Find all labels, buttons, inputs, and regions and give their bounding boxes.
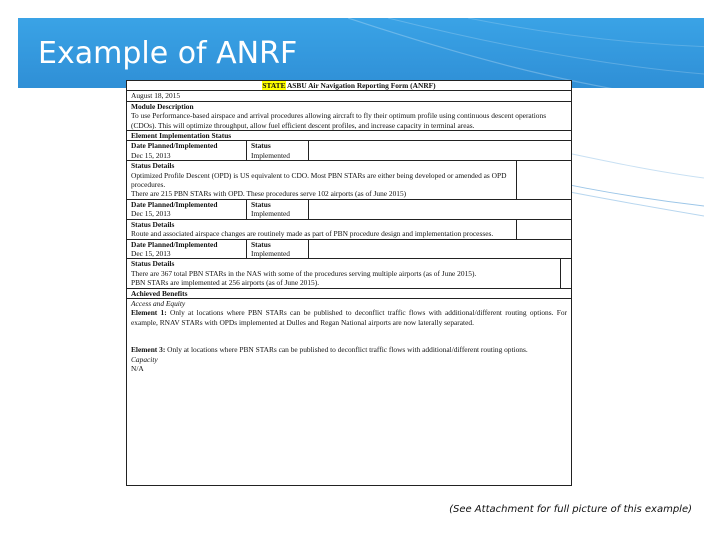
capacity-label: Capacity xyxy=(131,354,158,364)
entry-3-detail-2: PBN STARs are implemented at 256 airports (as of June 2015). xyxy=(131,278,320,288)
entry-3-detail-1: There are 367 total PBN STARs in the NAS with some of the procedures serving multiple airports (as of June 2015). xyxy=(131,268,477,278)
entry-3-row xyxy=(127,240,571,260)
element-3-text: Only at locations where PBN STARs can be published to deconflict traffic flows with additional/different routing options. xyxy=(165,345,528,355)
entry-2-date: Dec 15, 2013 xyxy=(131,209,171,219)
element-1-text: Only at locations where PBN STARs can be published to deconflict traffic flows with additional/different routing options. For example, RNAV STARs with OPDs implemented at Dulles and Regan National airports are now laterally separated. xyxy=(131,308,567,327)
entry-1-row xyxy=(127,141,571,161)
element-impl-status-header: Element Implementation Status xyxy=(127,131,571,141)
status-details-label: Status Details xyxy=(131,219,175,229)
achieved-benefits-header: Achieved Benefits xyxy=(127,289,571,299)
entry-2-status: Implemented xyxy=(251,209,290,219)
footnote: (See Attachment for full picture of this example) xyxy=(449,504,692,515)
status-label: Status xyxy=(251,239,271,249)
access-equity-label: Access and Equity xyxy=(131,298,186,308)
module-description-header: Module Description xyxy=(131,101,194,111)
date-planned-label: Date Planned/Implemented xyxy=(131,141,218,151)
title-banner xyxy=(18,18,704,88)
entry-1-date: Dec 15, 2013 xyxy=(131,150,171,160)
form-date: August 18, 2015 xyxy=(127,91,571,101)
banner-decoration xyxy=(348,18,704,88)
entry-2-details xyxy=(127,220,571,240)
module-description-section xyxy=(127,102,571,131)
element-3-benefit xyxy=(131,345,567,354)
entry-3-status: Implemented xyxy=(251,248,290,258)
date-planned-label: Date Planned/Implemented xyxy=(131,199,218,209)
status-label: Status xyxy=(251,141,271,151)
entry-1-detail-1: Optimized Profile Descent (OPD) is US equivalent to CDO. Most PBN STARs are either being developed or amended as OPD procedures. xyxy=(131,170,507,190)
date-planned-label: Date Planned/Implemented xyxy=(131,239,218,249)
element-3-label: Element 3: xyxy=(131,345,166,355)
element-1-label: Element 1: xyxy=(131,308,167,318)
form-title-text: ASBU Air Navigation Reporting Form (ANRF) xyxy=(285,81,436,90)
capacity-value: N/A xyxy=(131,363,144,373)
entry-3-date: Dec 15, 2013 xyxy=(131,248,171,258)
element-1-benefit xyxy=(131,308,567,327)
entry-1-status: Implemented xyxy=(251,150,290,160)
slide-title: Example of ANRF xyxy=(38,36,298,71)
entry-3-details xyxy=(127,259,571,288)
module-description-text: To use Performance-based airspace and arrival procedures allowing aircraft to fly their optimum profile using continuous descent operations (CDOs). This will optimize throughput, allow fuel efficient descent profiles, and increase capacity in terminal areas. xyxy=(131,111,547,130)
status-details-label: Status Details xyxy=(131,259,175,269)
benefits-section xyxy=(127,299,571,373)
entry-2-row xyxy=(127,200,571,220)
state-word: STATE xyxy=(262,81,286,90)
status-details-label: Status Details xyxy=(131,161,175,171)
form-title xyxy=(127,81,571,91)
entry-1-detail-2: There are 215 PBN STARs with OPD. These procedures serve 102 airports (as of June 2015) xyxy=(131,189,407,199)
status-label: Status xyxy=(251,199,271,209)
anrf-form xyxy=(126,80,572,486)
entry-1-details xyxy=(127,161,571,200)
entry-2-detail-1: Route and associated airspace changes are routinely made as part of PBN procedure design and implementation processes. xyxy=(131,229,494,239)
